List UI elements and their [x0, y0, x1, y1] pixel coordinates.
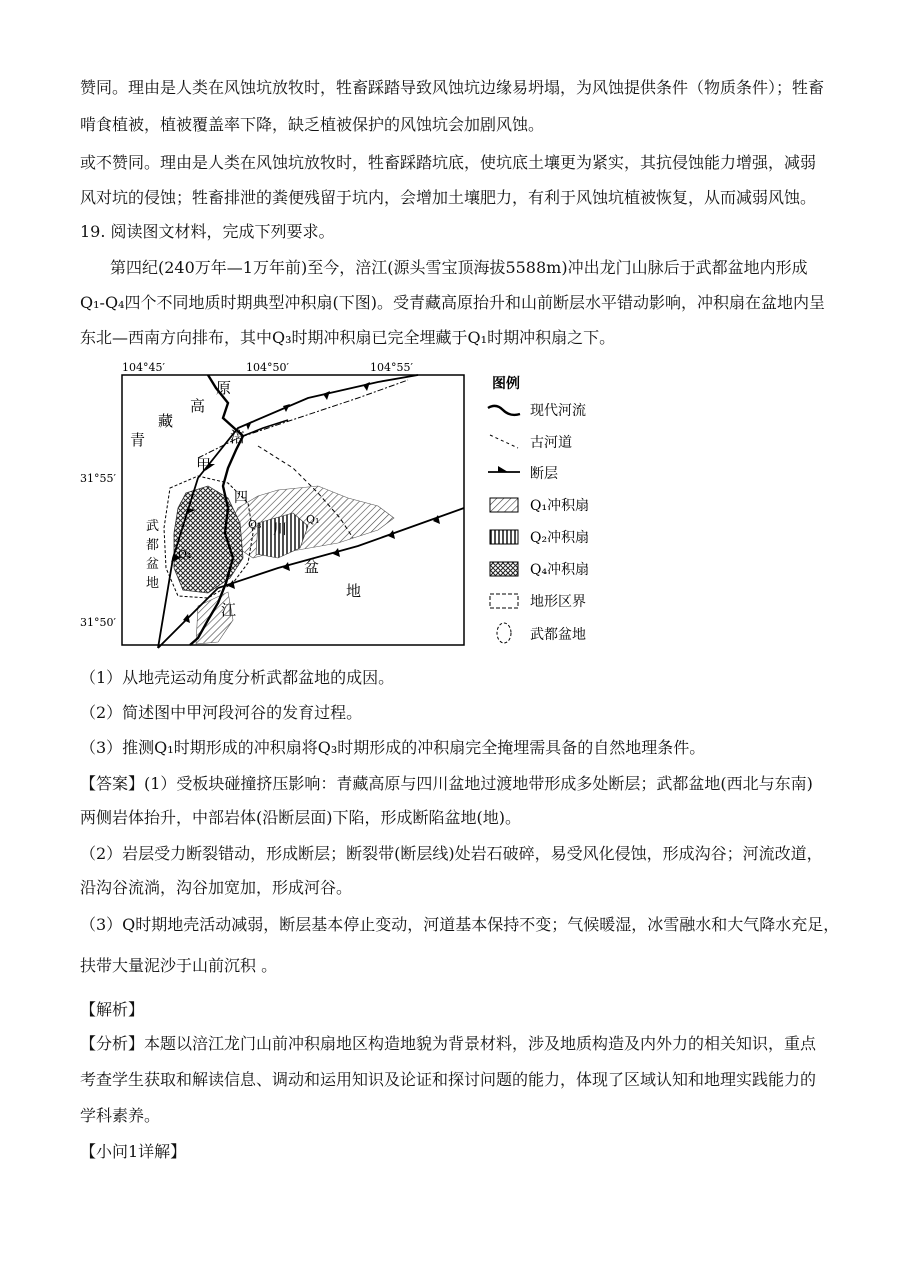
label-pen-basin: 盆 [146, 557, 160, 572]
analysis-line-3: 学科素养。 [80, 1106, 161, 1125]
analysis-line-1: 【分析】本题以涪江龙门山前冲积扇地区构造地貌为背景材料，涉及地质构造及内外力的相关知识，重点 [80, 1034, 817, 1053]
legend-q2-symbol [490, 530, 518, 544]
material-line-3: 东北—西南方向排布，其中Q₃时期冲积扇已完全埋藏于Q₁时期冲积扇之下。 [80, 328, 616, 347]
text-line-2: 啃食植被，植被覆盖率下降，缺乏植被保护的风蚀坑会加剧风蚀。 [80, 115, 545, 134]
analysis-line-2: 考查学生获取和解读信息、调动和运用知识及论证和探讨问题的能力，体现了区域认知和地理实践能力的 [80, 1070, 817, 1089]
answer-line-1: 【答案】(1）受板块碰撞挤压影响：青藏高原与四川盆地过渡地带形成多处断层；武都盆地(西北与东南) [80, 774, 813, 793]
answer-line-3: （2）岩层受力断裂错动，形成断层；断裂带(断层线)处岩石破碎，易受风化侵蚀，形成沟谷；河流改道， [80, 844, 823, 863]
label-di-basin: 地 [146, 576, 160, 591]
label-du: 都 [146, 538, 160, 553]
label-di: 地 [346, 582, 362, 600]
legend-q1: Q₁冲积扇 [530, 498, 590, 514]
legend-q4: Q₄冲积扇 [530, 562, 590, 578]
alluvial-fan-map [78, 358, 618, 658]
label-wu: 武 [146, 519, 160, 534]
material-line-2: Q₁-Q₄四个不同地质时期典型冲积扇(下图)。受青藏高原抬升和山前断层水平错动影响，冲积扇在盆地内呈 [80, 293, 825, 312]
fan-label-q4: Q₄ [178, 548, 192, 561]
fan-label-q1: Q₁ [306, 513, 320, 526]
answer-line-6: 扶带大量泥沙于山前沉积 。 [80, 956, 278, 975]
legend-boundary-symbol [490, 594, 518, 608]
analysis-heading: 【解析】 [80, 1000, 145, 1019]
legend-boundary: 地形区界 [530, 594, 586, 610]
legend-basin: 武都盆地 [530, 627, 586, 643]
label-chuan: 川 [273, 522, 287, 538]
question-1: （1）从地壳运动角度分析武都盆地的成因。 [80, 668, 395, 687]
answer-line-5: （3）Q时期地壳活动减弱，断层基本停止变动，河道基本保持不变；气候暖湿，冰雪融水和大气降水充足， [80, 915, 840, 934]
lon-label-1: 104°45′ [122, 361, 165, 374]
lon-label-2: 104°50′ [246, 361, 289, 374]
label-si: 四 [234, 490, 248, 506]
legend-river: 现代河流 [530, 403, 586, 419]
legend-q4-symbol [490, 562, 518, 576]
question-3: （3）推测Q₁时期形成的冲积扇将Q₃时期形成的冲积扇完全掩埋需具备的自然地理条件。 [80, 738, 706, 757]
question-2: （2）简述图中甲河段河谷的发育过程。 [80, 703, 363, 722]
legend-river-symbol [488, 406, 520, 415]
fan-label-q3: Q₃ [248, 518, 262, 531]
label-zang: 藏 [158, 412, 174, 430]
label-yuan: 原 [216, 379, 232, 397]
legend-q1-symbol [490, 498, 518, 512]
label-jia: 甲 [196, 456, 212, 474]
legend-fault: 断层 [530, 466, 558, 482]
text-line-4: 风对坑的侵蚀；牲畜排泄的粪便残留于坑内，会增加土壤肥力，有利于风蚀坑植被恢复，从而减弱风蚀。 [80, 188, 817, 207]
map-legend [488, 375, 589, 643]
label-jiang: 江 [221, 601, 237, 619]
question-19-intro: 19. 阅读图文材料，完成下列要求。 [80, 222, 335, 241]
label-fu: 涪 [230, 428, 246, 446]
label-qing: 青 [130, 431, 146, 449]
subquestion-1-heading: 【小问1详解】 [80, 1142, 187, 1161]
lat-label-1: 31°55′ [80, 472, 116, 485]
label-pen: 盆 [304, 558, 320, 576]
legend-title: 图例 [492, 376, 520, 392]
legend-ancient-symbol [490, 435, 518, 448]
text-line-1: 赞同。理由是人类在风蚀坑放牧时，牲畜踩踏导致风蚀坑边缘易坍塌，为风蚀提供条件（物质条件）；牲畜 [80, 78, 825, 97]
text-line-3: 或不赞同。理由是人类在风蚀坑放牧时，牲畜踩踏坑底，使坑底土壤更为紧实，其抗侵蚀能力增强，减弱 [80, 153, 817, 172]
answer-line-2: 两侧岩体抬升，中部岩体(沿断层面)下陷，形成断陷盆地(地)。 [80, 808, 521, 827]
legend-basin-symbol [497, 623, 511, 643]
material-line-1: 第四纪(240万年—1万年前)至今，涪江(源头雪宝顶海拔5588m)冲出龙门山脉后于武都盆地内形成 [110, 258, 808, 277]
legend-q2: Q₂冲积扇 [530, 530, 590, 546]
lat-label-2: 31°50′ [80, 616, 116, 629]
lon-label-3: 104°55′ [370, 361, 413, 374]
answer-line-4: 沿沟谷流淌，沟谷加宽加，形成河谷。 [80, 878, 353, 897]
label-gao: 高 [190, 397, 206, 415]
legend-ancient: 古河道 [530, 435, 572, 451]
